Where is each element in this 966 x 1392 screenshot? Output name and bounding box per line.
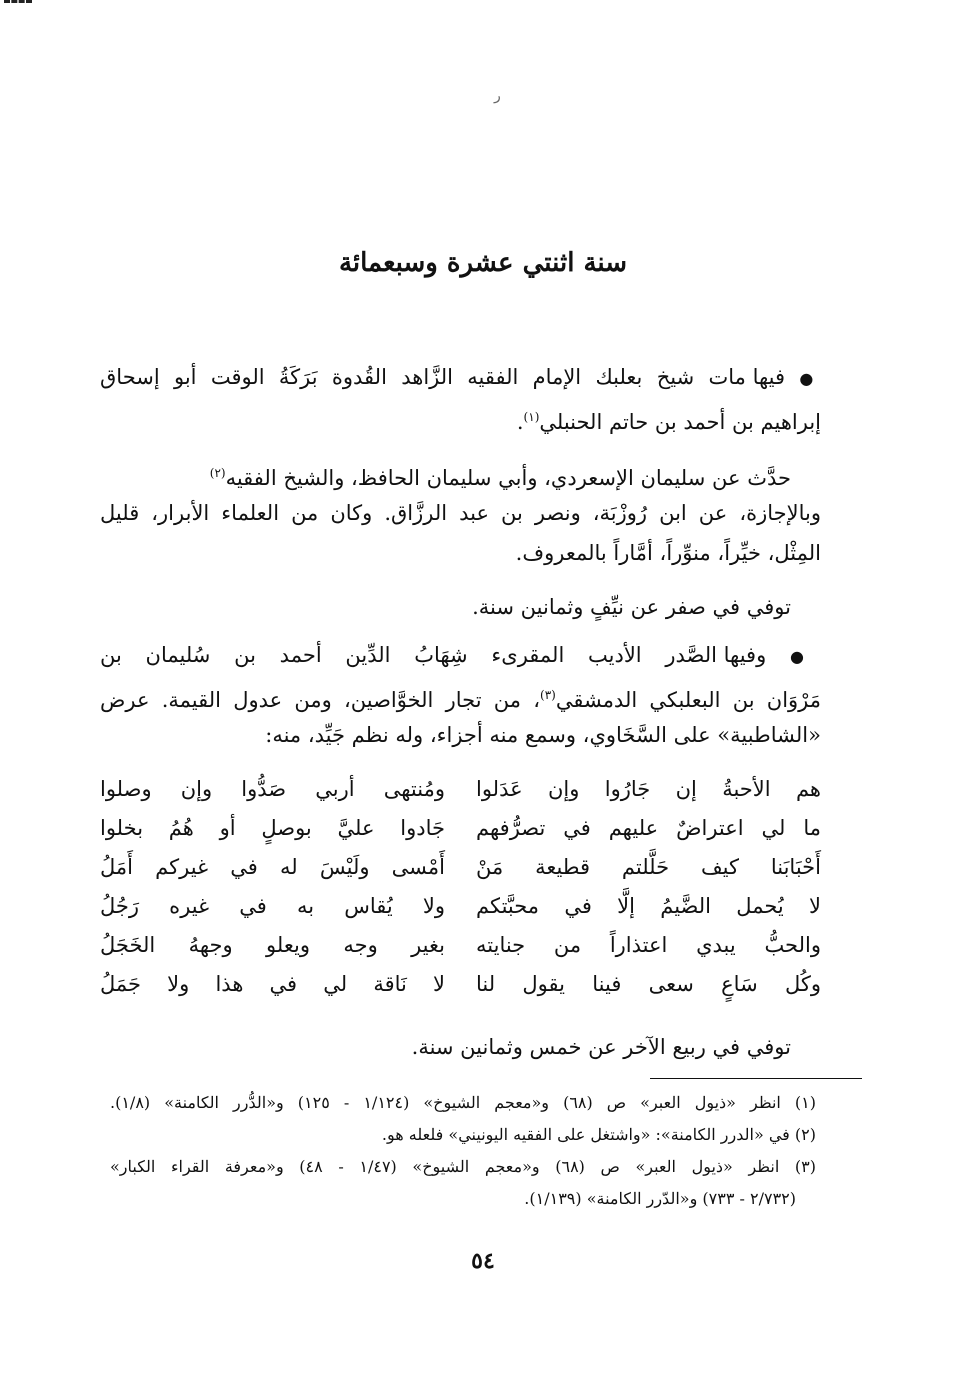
footnote-1: (١) انظر «ذيول العبر» ص (٦٨) و«معجم الشيوخ» (١/١٢٤ - ١٢٥) و«الدُّرر الكامنة» (١/٨). (110, 1093, 817, 1112)
paragraph-3: توفي في صفر عن نيِّفٍ وثمانين سنة. (472, 595, 791, 619)
paragraph-4-line-3: «الشاطبية» على السَّخَاوي، وسمع منه أجزاء، وله نظم جَيِّد، منه: (265, 723, 821, 747)
footnote-divider (650, 1078, 862, 1079)
paragraph-2-line-1: حدَّث عن سليمان الإسعردي، وأبي سليمان الحافظ، والشيخ الفقيه$^{(٢)}$ (209, 466, 791, 490)
footnote-ref-3: (٣) (540, 688, 556, 702)
footnote-ref-2: (٢) (209, 466, 226, 480)
paragraph-1-line-2: إبراهيم بن أحمد بن حاتم الحنبلي$^{(١)}$. (516, 410, 821, 434)
page-number: ٥٤ (471, 1248, 495, 1274)
stray-mark: ر (494, 88, 501, 104)
verse-6-second: لا نَاقة لي في هذا ولا جَمَلُ (100, 972, 445, 996)
footnote-ref-1: (١) (523, 410, 540, 424)
paragraph-2-line-3: المِثْل، خيِّراً، منوِّراً، أمَّاراً بالمعروف. (515, 541, 821, 565)
verse-4-first: لا يُحمل الضَّيمُ إلَّا في محبَّتكم (476, 894, 821, 918)
verse-6-first: وكُل سَاعٍ سعى فينا يقول لنا (476, 972, 821, 996)
verse-2-first: ما لي اعتراضٌ عليهم في تصرُّفهم (476, 816, 821, 840)
verse-1-first: هم الأحبةُ إن جَارُوا وإن عَدَلوا (476, 777, 821, 801)
verse-4-second: ولا يُقاس به في غيره رَجُلُ (100, 894, 445, 918)
verse-3-second: أَمْسى ولَيْسَ له في غيركم أَمَلُ (100, 855, 445, 879)
verse-5-second: بغير وجه ويعلو وجههُ الخَجَلُ (100, 933, 445, 957)
footnote-3-line-2: (٢/٧٣٢ - ٧٣٣) و«الدّرر الكامنة» (١/١٣٩). (524, 1189, 796, 1208)
footnote-2: (٢) في «الدرر الكامنة»: «واشتغل على الفقيه اليونيني» فلعله هو. (381, 1125, 816, 1144)
verse-2-second: جَادوا عليَّ بوصلٍ أو هُمُ بخلوا (100, 816, 445, 840)
bullet-icon: ● (789, 647, 821, 666)
page-title: سنة اثنتي عشرة وسبعمائة (338, 248, 628, 278)
verse-5-first: والحبُّ يبدي اعتذاراً من جنايته (476, 933, 821, 957)
scan-corner-mark (4, 0, 32, 6)
bullet-icon: ● (799, 369, 821, 388)
paragraph-4-line-1: ● وفيها الصَّدر الأديب المقرىء شِهَابُ الدِّين أحمد بن سُليمان بن (100, 643, 821, 667)
verse-1-second: ومُنتهى أربي صَدُّوا وإن وصلوا (100, 777, 445, 801)
paragraph-5: توفي في ربيع الآخر عن خمس وثمانين سنة. (411, 1035, 791, 1059)
paragraph-4-line-2: مَرْوَان بن البعلبكي الدمشقي$^{(٣)}$، من تجار الخوَّاصين، ومن عدول القيمة. عرض (100, 688, 822, 712)
footnote-3-line-1: (٣) انظر «ذيول العبر» ص (٦٨) و«معجم الشيوخ» (١/٤٧ - ٤٨) و«معرفة القراء الكبار» (110, 1157, 817, 1176)
paragraph-1-line-1: ● فيها مات شيخ بعلبك الإمام الفقيه الزَّاهد القُدوة بَرَكَةُ الوقت أبو إسحاق (100, 365, 821, 389)
verse-3-first: أَحْبَابَنا كيف حَلَّلتم قطيعة مَنْ (476, 855, 821, 879)
paragraph-2-line-2: وبالإجازة، عن ابن رُوزْبَة، ونصر بن عبد الرزَّاق. وكان من العلماء الأبرار، قليل (100, 501, 821, 525)
